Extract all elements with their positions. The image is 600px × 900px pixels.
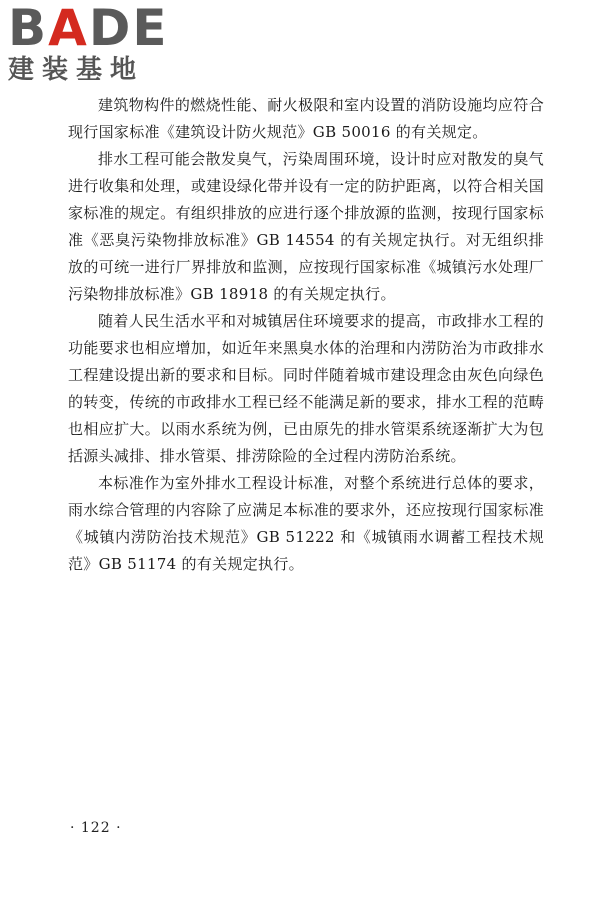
logo-letter-b: B xyxy=(8,0,49,57)
paragraph-4: 本标准作为室外排水工程设计标准，对整个系统进行总体的要求，雨水综合管理的内容除了应满足本标准的要求外，还应按现行国家标准《城镇内涝防治技术规范》GB 51222 和《城镇雨水调蓄工程技术规范》GB 51174 的有关规定执行。 xyxy=(68,474,544,573)
logo-subtitle: 建装基地 xyxy=(8,55,145,85)
paragraph-3: 随着人民生活水平和对城镇居住环境要求的提高，市政排水工程的功能要求也相应增加，如近年来黑臭水体的治理和内涝防治为市政排水工程建设提出新的要求和目标。同时伴随着城市建设理念由灰色向绿色的转变，传统的市政排水工程已经不能满足新的要求，排水工程的范畴也相应扩大。以雨水系统为例，已由原先的排水管渠系统逐渐扩大为包括源头减排、排水管渠、排涝除险的全过程内涝防治系统。 xyxy=(68,312,544,465)
paragraph-2: 排水工程可能会散发臭气，污染周围环境，设计时应对散发的臭气进行收集和处理，或建设绿化带并设有一定的防护距离，以符合相关国家标准的规定。有组织排放的应进行逐个排放源的监测，按现行国家标准《恶臭污染物排放标准》GB 14554 的有关规定执行。对无组织排放的可统一进行厂界排放和监测，应按现行国家标准《城镇污水处理厂污染物排放标准》GB 18918 的有关规定执行。 xyxy=(68,150,544,303)
logo-letters-de: DE xyxy=(88,0,169,57)
logo-wordmark xyxy=(8,0,178,57)
document-body xyxy=(68,92,544,578)
logo-letter-a: A xyxy=(48,0,89,57)
page-number: · 122 · xyxy=(70,820,122,836)
paragraph-1: 建筑物构件的燃烧性能、耐火极限和室内设置的消防设施均应符合现行国家标准《建筑设计防火规范》GB 50016 的有关规定。 xyxy=(68,96,544,141)
logo xyxy=(8,0,178,88)
